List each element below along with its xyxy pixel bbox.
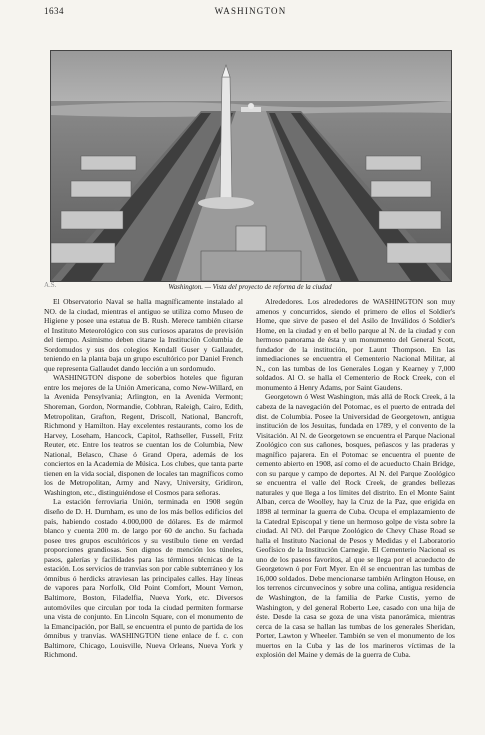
page-number: 1634 [44,6,64,16]
city-plan-photograph [50,50,452,282]
running-header [44,6,457,20]
paragraph: El Observatorio Naval se halla magníficamente instalado al NO. de la ciudad, mientras el antiguo se utiliza como Museo de Higiene y posee una estatua de B. Rush. Merece también citarse el Instituto Meteorológico con sus curiosos aparatos de previsión del tiempo. Asimismo deben citarse la Institución Columbia de Sordomudos y sus dos colegios Kendall Guser y Gallaudet, teniendo en la planta baja un grupo escultórico por Daniel French que representa Gallaudet dando lección a un sordomudo. [44,297,243,373]
figure-caption: Washington. — Vista del proyecto de reforma de la ciudad [168,283,332,291]
paragraph: WASHINGTON dispone de soberbios hoteles que figuran entre los mejores de la Unión Americana, como New-Willard, en la Avenida Pensylvania; Arlington, en la Avenida Vermont; Shoreman, Gordon, Normandie, Cobhran, Raleigh, Cairo, Edith, Metropolitan, Grafton, Regent, Driscoll, National, Bancroft, Richmond y Hamilton. Hay excelentes restaurants, como los de Harvey, Loseham, Hancock, Capitol, Rathseller, Fussell, Fritz Reuter, etc. Entre los teatros se cuentan los de Columbia, New National, Belasco, Chase ó Grand Opera, además de los conciertos en la Academia de Música. Los clubes, que tanta parte tienen en la vida social, disponen de locales tan magníficos como los de Metropolitan, Army and Navy, University, Gridiron, Washington, etc., distinguiéndose el Cosmos para señoras. [44,373,243,497]
running-title: WASHINGTON [214,6,287,16]
paragraph: Georgetown ó West Washington, más allá de Rock Creek, á la cabeza de la navegación del Potomac, es el puerto de entrada del dist. de Columbia. Posee la Universidad de Georgetown, antigua institución de los Jesuitas, fundada en 1789, y el convento de la Visitación. Al N. de Georgetown se encuentra el Parque Nacional Zoológico con sus cañones, bosques, peñascos y las praderas y magnífico pajarera. En el Potomac se encuentra el puente de cemento abierto en 1908, así como el de acueducto Chain Bridge, con su parque y campo de deportes. Al N. del Parque Zoológico se encuentra el valle del Rock Creek, de grandes bellezas naturales y que llega a los límites del distrito. En el Monte Saint Alban, cerca de Woolley, hay la Cruz de la Paz, que erigida en 1898 al terminar la guerra de Cuba. Ocupa el emplazamiento de la Catedral Episcopal y tiene un hermoso golpe de vista sobre la ciudad. Al NO. del Parque Zoológico de Chevy Chase Road se halla el Instituto Nacional de Pesos y Medidas y el Laboratorio Geofísico de la Institución Carnegie. El Cementerio Nacional es uno de los paseos favoritos, al que se llega por el acueducto de Georgetown ó por Fort Myer. En él se encuentran las tumbas de 16,000 soldados. Debe mencionarse también Arlington House, en los terrenos circunvecinos y sobre una colina, antigua residencia de Washington, de la familia de Parke Custis, yerno de Washington, y del general Roberto Lee, casado con una hija de éste. Desde la casa se goza de una vista panorámica, mientras cerca de la casa se hallan las tumbas de los generales Sheridan, Porter, Lawton y Wheeler. También se ven el monumento de los muertos en la Cuba y las de los marineros víctimas de la explosión del Maine y demás de la guerra de Cuba. [256,392,455,660]
left-text-column [44,297,243,660]
aerial-view-illustration [51,51,451,281]
right-text-column [256,297,455,660]
handwritten-margin-note: A.S. [44,281,57,289]
paragraph: Alrededores. Los alrededores de WASHINGTON son muy amenos y concurridos, siendo el primero de ellos el Soldier's Home, que sirve de paseo el del Asilo de Inválidos ó Soldier's Home, en la ciudad y en el bello parque al N. de la ciudad y con hermoso panorama de ésta y un monumento del General Scott, fundador de la institución, por Launt Thompson. En las inmediaciones se encuentra el Cementerio Nacional Militar, al N., con las tumbas de los Generales Logan y Kearney y 7,000 soldados. Al O. se halla el Cementerio de Rock Creek, con el monumento á Henry Adams, por Saint Gaudens. [256,297,455,392]
paragraph: La estación ferroviaria Unión, terminada en 1908 según diseño de D. H. Durnham, es uno de los más bellos edificios del país, habiendo costado 4.000,000 de dólares. Es de mármol blanco y cuenta 200 m. de largo por 60 de ancho. Su fachada posee tres grupos escultóricos y su vestíbulo tiene en verdad proporciones grandiosas. Son dignos de mención los túneles, pasos, galerías y facilidades para las términos técnicas de la estación. Los servicios de tranvías son por cable subterráneo y los ómnibus ó herdicks atraviesan las principales calles. Hay líneas de vapores para Norfolk, Old Point Comfort, Mount Vernon, Baltimore, Boston, Filadelfia, Nueva York, etc. Diversos automóviles que circulan por toda la ciudad permiten formarse una vista de conjunto. En Lincoln Square, con el monumento de la Emancipación, por Ball, se encuentra el punto de partida de los ómnibus y tranvías. WASHINGTON tiene enlace de f. c. con Baltimore, Chicago, Louisville, Nueva Orleans, Nueva York y Richmond. [44,497,243,660]
